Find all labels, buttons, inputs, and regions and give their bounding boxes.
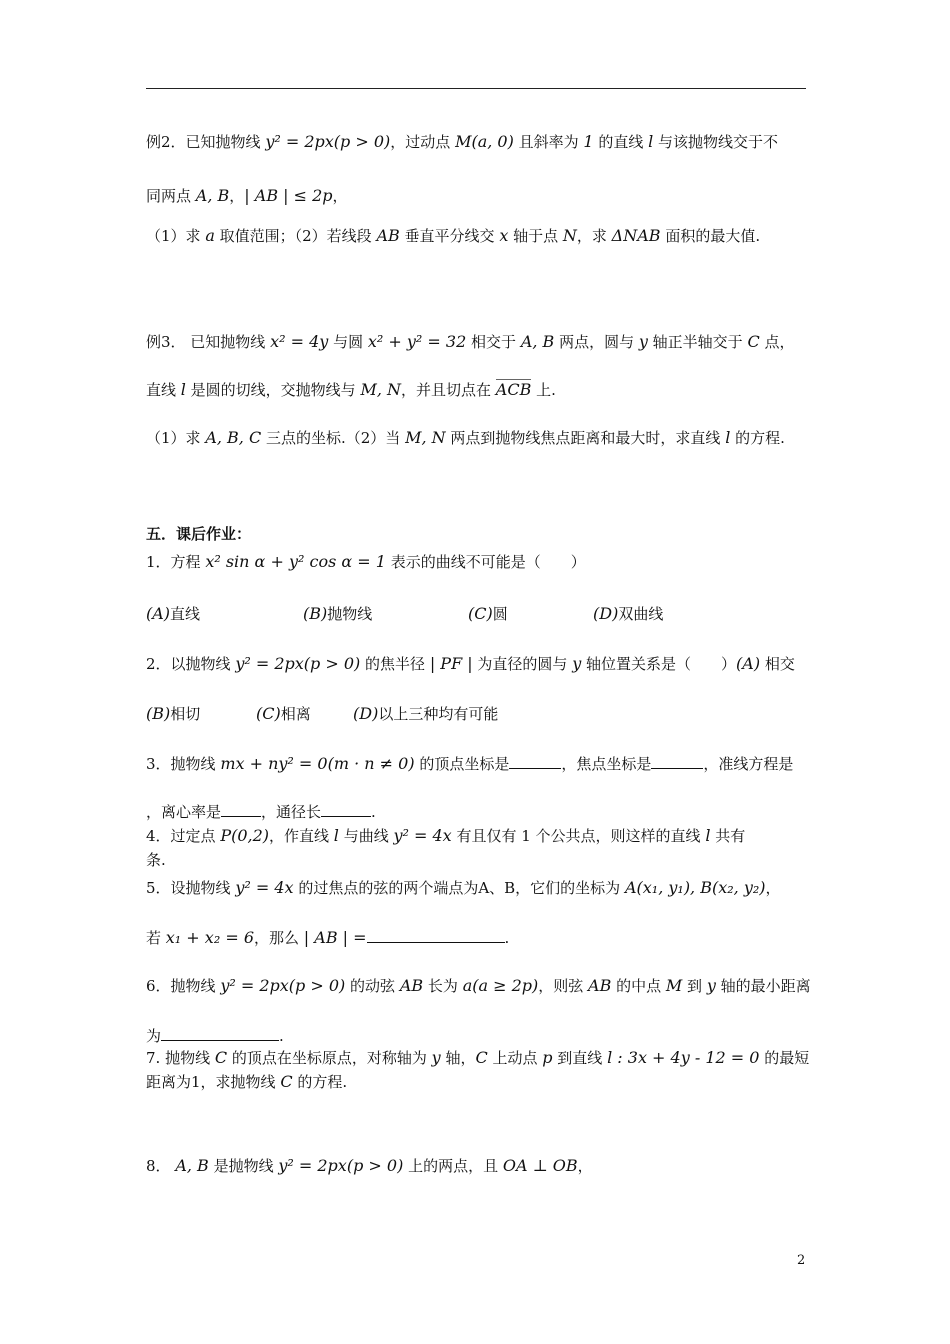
ex2-line1: 例2．已知抛物线 y² = 2px(p > 0)，过动点 M(a, 0) 且斜率为 1 的直线 l 与该抛物线交于不 <box>146 132 779 151</box>
q6-line1: 6．抛物线 y² = 2px(p > 0) 的动弦 AB 长为 a(a ≥ 2p)，则弦 AB 的中点 M 到 y 轴的最小距离 <box>146 976 811 995</box>
ex3-line2: 直线 l 是圆的切线，交抛物线与 M, N，并且切点在 ACB 上. <box>146 380 556 399</box>
homework-heading: 五．课后作业： <box>146 525 252 543</box>
q3-line2: ，离心率是 ，通径长 . <box>146 803 376 821</box>
q4-line1: 4．过定点 P(0,2)，作直线 l 与曲线 y² = 4x 有且仅有 1 个公共点，则这样的直线 l 共有 <box>146 826 746 845</box>
q1-option-a: (A)直线 <box>146 604 201 623</box>
q4-line2: 条. <box>146 851 166 869</box>
answer-blank <box>321 802 371 817</box>
q8: 8． A, B 是抛物线 y² = 2px(p > 0) 上的两点，且 OA ⊥ OB， <box>146 1156 593 1175</box>
page-number: 2 <box>797 1253 806 1268</box>
q7-line2: 距离为1，求抛物线 C 的方程. <box>146 1072 348 1091</box>
q1-option-b: (B)抛物线 <box>303 604 373 623</box>
answer-blank <box>651 754 703 769</box>
q5-line2: 若 x₁ + x₂ = 6，那么 | AB | = . <box>146 928 510 947</box>
ex3-line1: 例3． 已知抛物线 x² = 4y 与圆 x² + y² = 32 相交于 A, B 两点，圆与 y 轴正半轴交于 C 点， <box>146 332 795 351</box>
q2-option-c: (C)相离 <box>256 704 311 723</box>
q2: 2．以抛物线 y² = 2px(p > 0) 的焦半径 | PF | 为直径的圆与 y 轴位置关系是（ ）(A) 相交 <box>146 654 795 673</box>
q5-line1: 5．设抛物线 y² = 4x 的过焦点的弦的两个端点为A、B，它们的坐标为 A(x₁, y₁), B(x₂, y₂)， <box>146 878 781 897</box>
answer-blank <box>221 802 261 817</box>
answer-blank <box>367 928 505 943</box>
header-rule <box>146 88 806 89</box>
ex2-line2: 同两点 A, B，| AB | ≤ 2p， <box>146 186 348 205</box>
q1-option-c: (C)圆 <box>468 604 508 623</box>
q6-line2: 为 . <box>146 1027 284 1045</box>
q2-option-b: (B)相切 <box>146 704 201 723</box>
q1-option-d: (D)双曲线 <box>593 604 664 623</box>
q2-option-d: (D)以上三种均有可能 <box>353 704 499 723</box>
q7-line1: 7. 抛物线 C 的顶点在坐标原点，对称轴为 y 轴，C 上动点 p 到直线 l : 3x + 4y - 12 = 0 的最短 <box>146 1048 810 1067</box>
arc-acb: ACB <box>495 380 532 399</box>
ex2-line3: （1）求 a 取值范围；（2）若线段 AB 垂直平分线交 x 轴于点 N，求 ΔNAB 面积的最大值. <box>146 226 761 245</box>
q1: 1．方程 x² sin α + y² cos α = 1 表示的曲线不可能是（ ） <box>146 552 586 571</box>
answer-blank <box>161 1026 279 1041</box>
ex3-line3: （1）求 A, B, C 三点的坐标.（2）当 M, N 两点到抛物线焦点距离和最大时，求直线 l 的方程. <box>146 428 785 447</box>
q3-line1: 3．抛物线 mx + ny² = 0(m · n ≠ 0) 的顶点坐标是 ，焦点坐标是 ，准线方程是 <box>146 754 794 773</box>
answer-blank <box>509 754 561 769</box>
